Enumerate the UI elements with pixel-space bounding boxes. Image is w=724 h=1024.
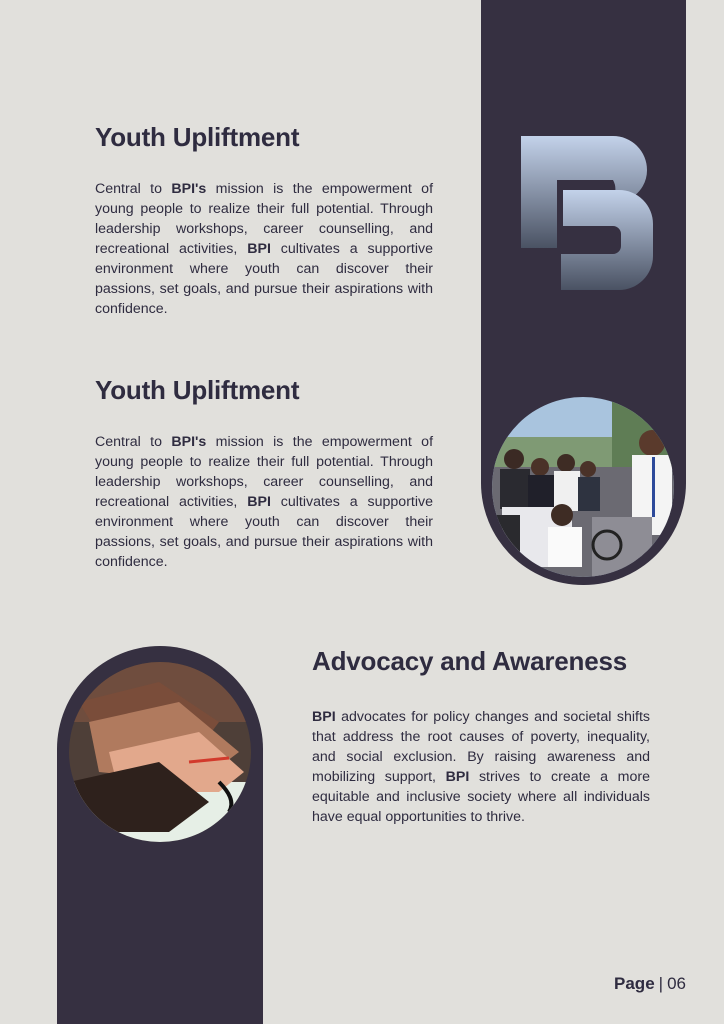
bpi-logo-icon [515,128,655,298]
page-separator: | [658,974,664,993]
section-paragraph-youth-upliftment-1: Central to BPI's mission is the empowerment of young people to realize their full potential. Through leadership workshops, career counselling, and recreational activities, BPI cultivates a supportive environment where youth can discover their passions, set goals, and pursue their aspirations with confidence. [95,181,434,317]
youth-group-photo [492,397,674,577]
page-number-value: 06 [667,974,686,993]
section-paragraph-youth-upliftment-2: Central to BPI's mission is the empowerment of young people to realize their full potential. Through leadership workshops, career counselling, and recreational activities, BPI cultivates a supportive environment where youth can discover their passions, set goals, and pursue their aspirations with confidence. [95,434,434,570]
page-number [614,974,686,994]
section-heading-youth-upliftment-2: Youth Upliftment [95,375,300,405]
section-paragraph-advocacy-awareness: BPI advocates for policy changes and societal shifts that address the root causes of poverty, inequality, and social exclusion. By raising awareness and mobilizing support, BPI strives to create a more equitable and inclusive society where all individuals have equal opportunities to thrive. [312,709,650,825]
page-label: Page [614,974,655,993]
section-heading-advocacy-awareness: Advocacy and Awareness [312,646,627,676]
section-heading-youth-upliftment-1: Youth Upliftment [95,122,300,152]
stacked-hands-photo [69,662,251,842]
